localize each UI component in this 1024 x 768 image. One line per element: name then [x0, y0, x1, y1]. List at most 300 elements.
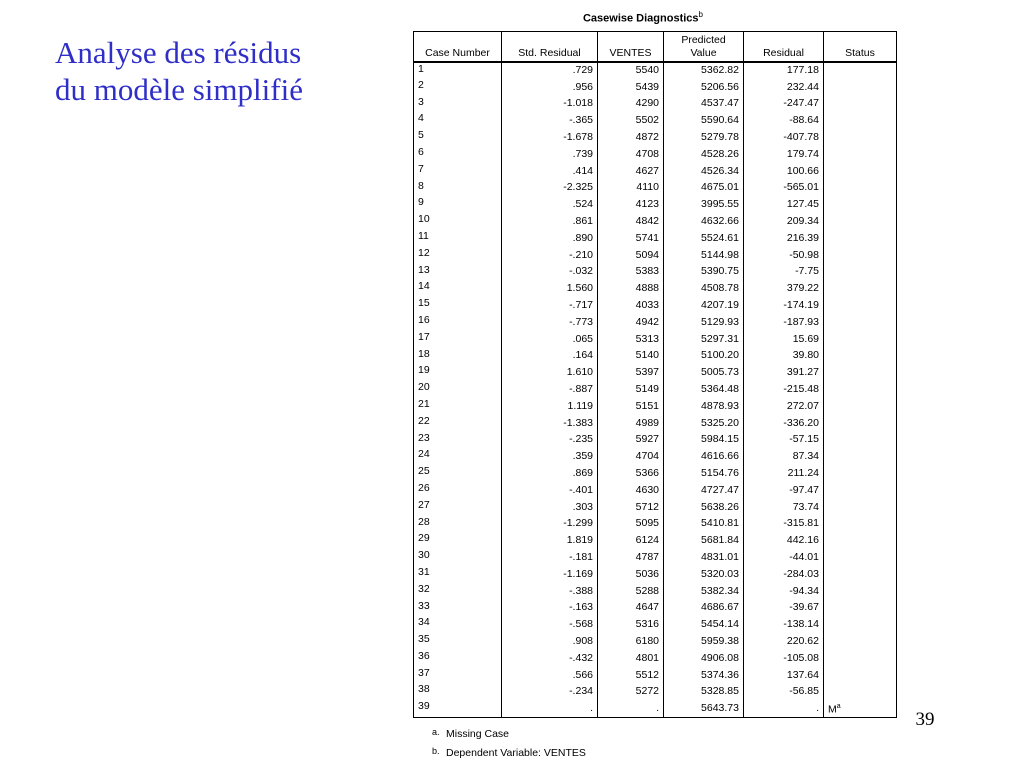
cell-case-number — [414, 264, 502, 281]
cell-predicted-value — [664, 667, 744, 684]
cell-status — [824, 364, 897, 381]
cell-status — [824, 465, 897, 482]
cell-ventes — [598, 213, 664, 230]
cell-case-number — [414, 700, 502, 717]
cell-predicted-value-value: 5297.31 — [701, 332, 739, 345]
cell-ventes — [598, 683, 664, 700]
cell-status — [824, 96, 897, 113]
cell-std-residual — [502, 415, 598, 432]
cell-residual-value: -94.34 — [789, 584, 819, 597]
cell-status-value: M — [828, 703, 837, 716]
cell-std-residual — [502, 348, 598, 365]
cell-std-residual-value: -1.678 — [563, 131, 593, 144]
cell-status — [824, 112, 897, 129]
cell-std-residual — [502, 264, 598, 281]
cell-residual — [744, 683, 824, 700]
cell-case-number-value: 29 — [418, 532, 430, 545]
cell-std-residual-value: -.568 — [569, 618, 593, 631]
cell-ventes — [598, 96, 664, 113]
cell-ventes-value: 4647 — [635, 601, 659, 614]
cell-predicted-value — [664, 650, 744, 667]
cell-std-residual-value: -.181 — [569, 551, 593, 563]
cell-std-residual-value: -1.018 — [563, 97, 593, 110]
table-caption-text: Casewise Diagnostics — [582, 12, 699, 25]
table-row — [414, 146, 897, 163]
cell-case-number-value: 16 — [418, 313, 430, 326]
cell-std-residual — [502, 247, 598, 264]
cell-case-number — [414, 247, 502, 264]
cell-std-residual — [502, 633, 598, 650]
cell-status — [824, 213, 897, 230]
cell-ventes-value: 5397 — [635, 366, 659, 379]
cell-residual — [744, 499, 824, 516]
header-status: Status — [824, 32, 897, 63]
cell-residual-value: -97.47 — [789, 483, 819, 496]
cell-std-residual-value: .414 — [572, 164, 593, 177]
cell-std-residual-value: -2.325 — [563, 181, 593, 194]
cell-case-number — [414, 62, 502, 79]
cell-std-residual — [502, 432, 598, 449]
table-row — [414, 314, 897, 331]
cell-ventes-value: 5540 — [635, 64, 659, 77]
cell-residual — [744, 549, 824, 566]
header-predicted-line-1: Predicted — [681, 34, 726, 46]
table-row — [414, 583, 897, 600]
cell-predicted-value — [664, 348, 744, 365]
cell-std-residual-value: .065 — [572, 332, 593, 345]
cell-residual — [744, 79, 824, 96]
cell-ventes — [598, 566, 664, 583]
table-row — [414, 566, 897, 583]
table-row — [414, 230, 897, 247]
cell-std-residual — [502, 62, 598, 79]
cell-predicted-value — [664, 448, 744, 465]
cell-predicted-value — [664, 146, 744, 163]
table-row — [414, 112, 897, 129]
cell-std-residual — [502, 96, 598, 113]
cell-residual-value: -44.01 — [789, 551, 819, 563]
cell-predicted-value-value: 4831.01 — [701, 551, 739, 563]
cell-ventes — [598, 62, 664, 79]
cell-ventes-value: 4630 — [635, 483, 659, 496]
cell-residual — [744, 616, 824, 633]
cell-status — [824, 280, 897, 297]
cell-residual-value: 391.27 — [786, 366, 819, 379]
cell-std-residual — [502, 465, 598, 482]
table-row — [414, 432, 897, 449]
cell-predicted-value-value: 5390.75 — [701, 265, 739, 278]
cell-predicted-value-value: 5144.98 — [701, 248, 739, 261]
cell-case-number-value: 19 — [418, 364, 430, 377]
table-row — [414, 96, 897, 113]
cell-predicted-value — [664, 96, 744, 113]
header-residual: Residual — [744, 32, 824, 63]
cell-predicted-value — [664, 331, 744, 348]
cell-case-number — [414, 448, 502, 465]
cell-status — [824, 348, 897, 365]
cell-case-number — [414, 364, 502, 381]
cell-residual — [744, 415, 824, 432]
cell-predicted-value-value: 5279.78 — [701, 131, 739, 144]
cell-residual — [744, 348, 824, 365]
cell-residual — [744, 96, 824, 113]
cell-std-residual-value: .739 — [572, 147, 593, 160]
cell-ventes-value: 4123 — [635, 198, 659, 211]
cell-std-residual-value: -.032 — [569, 265, 593, 278]
cell-case-number — [414, 549, 502, 566]
cell-ventes-value: 5927 — [635, 433, 659, 446]
cell-predicted-value-value: 4686.67 — [701, 601, 739, 614]
cell-std-residual — [502, 146, 598, 163]
cell-case-number — [414, 146, 502, 163]
cell-residual-value: -407.78 — [783, 131, 819, 144]
cell-case-number — [414, 516, 502, 533]
cell-ventes-value: 5439 — [635, 80, 659, 93]
cell-residual — [744, 364, 824, 381]
cell-case-number — [414, 633, 502, 650]
table-row — [414, 600, 897, 617]
footnote-a-mark: a. — [432, 727, 440, 737]
cell-status — [824, 297, 897, 314]
cell-ventes — [598, 280, 664, 297]
table-row — [414, 532, 897, 549]
cell-status — [824, 583, 897, 600]
cell-ventes-value: 4110 — [636, 181, 659, 194]
cell-residual-value: 73.74 — [792, 500, 819, 513]
cell-std-residual-value: .566 — [572, 668, 593, 681]
cell-status — [824, 146, 897, 163]
cell-residual-value: -50.98 — [789, 248, 819, 261]
cell-std-residual-value: .956 — [572, 80, 593, 93]
table-row — [414, 247, 897, 264]
cell-std-residual — [502, 331, 598, 348]
cell-predicted-value — [664, 700, 744, 717]
cell-std-residual-value: .303 — [572, 500, 593, 513]
cell-case-number — [414, 482, 502, 499]
cell-ventes-value: 5741 — [635, 231, 659, 244]
cell-predicted-value — [664, 264, 744, 281]
cell-ventes-value: 4942 — [635, 315, 659, 328]
cell-ventes — [598, 364, 664, 381]
cell-predicted-value-value: 5638.26 — [701, 500, 739, 513]
cell-ventes — [598, 348, 664, 365]
cell-residual-value: -284.03 — [783, 567, 819, 580]
cell-predicted-value — [664, 633, 744, 650]
cell-residual-value: -7.75 — [795, 265, 819, 278]
cell-residual-value: 87.34 — [792, 450, 819, 463]
cell-ventes — [598, 180, 664, 197]
header-case-number: Case Number — [414, 32, 502, 63]
cell-residual-value: 209.34 — [786, 215, 819, 228]
cell-case-number-value: 27 — [418, 498, 430, 511]
cell-status — [824, 549, 897, 566]
cell-std-residual-value: -.887 — [569, 383, 593, 396]
cell-status — [824, 616, 897, 633]
cell-residual-value: 216.39 — [786, 231, 819, 244]
cell-ventes-value: 5149 — [635, 383, 659, 396]
cell-ventes — [598, 482, 664, 499]
cell-case-number — [414, 314, 502, 331]
cell-std-residual-value: .729 — [572, 64, 593, 77]
cell-status — [824, 163, 897, 180]
cell-residual — [744, 280, 824, 297]
cell-ventes-value: 4801 — [635, 651, 659, 664]
cell-std-residual — [502, 616, 598, 633]
cell-residual-value: 15.69 — [792, 332, 819, 345]
cell-residual-value: -565.01 — [783, 181, 819, 194]
table-row — [414, 499, 897, 516]
cell-ventes — [598, 700, 664, 717]
cell-predicted-value — [664, 213, 744, 230]
cell-std-residual-value: -.234 — [569, 685, 593, 698]
cell-std-residual-value: .359 — [572, 450, 593, 463]
cell-std-residual-value: -1.299 — [563, 517, 593, 530]
cell-residual-value: 177.18 — [786, 64, 819, 77]
cell-std-residual — [502, 667, 598, 684]
cell-std-residual — [502, 448, 598, 465]
cell-ventes-value: 4842 — [635, 215, 659, 228]
table-row — [414, 616, 897, 633]
table-row — [414, 180, 897, 197]
cell-ventes — [598, 667, 664, 684]
cell-std-residual — [502, 700, 598, 717]
cell-std-residual — [502, 583, 598, 600]
header-std-residual: Std. Residual — [502, 32, 598, 63]
cell-status — [824, 600, 897, 617]
cell-predicted-value-value: 5984.15 — [701, 433, 739, 446]
cell-residual — [744, 700, 824, 717]
cell-case-number — [414, 112, 502, 129]
cell-status — [824, 62, 897, 79]
table-body — [414, 62, 897, 717]
cell-predicted-value — [664, 683, 744, 700]
cell-std-residual-value: .861 — [572, 215, 593, 228]
cell-predicted-value-value: 4906.08 — [701, 651, 739, 664]
cell-predicted-value-value: 5959.38 — [701, 634, 739, 647]
table-header-row — [414, 32, 897, 63]
cell-predicted-value-value: 5454.14 — [701, 618, 739, 631]
cell-case-number-value: 32 — [418, 582, 430, 595]
table-row — [414, 465, 897, 482]
cell-ventes — [598, 448, 664, 465]
header-predicted-line-2: Value — [690, 47, 717, 59]
cell-predicted-value — [664, 163, 744, 180]
cell-residual — [744, 297, 824, 314]
cell-residual — [744, 180, 824, 197]
table-row — [414, 62, 897, 79]
cell-ventes-value: 5512 — [635, 668, 659, 681]
cell-residual-value: -187.93 — [783, 315, 819, 328]
cell-residual-value: -174.19 — [783, 299, 819, 312]
cell-status — [824, 516, 897, 533]
cell-ventes-value: . — [656, 702, 659, 715]
cell-residual — [744, 331, 824, 348]
cell-residual — [744, 432, 824, 449]
cell-predicted-value — [664, 314, 744, 331]
cell-ventes-value: 5151 — [635, 399, 659, 412]
cell-std-residual — [502, 297, 598, 314]
cell-predicted-value — [664, 79, 744, 96]
cell-residual-value: 220.62 — [786, 634, 819, 647]
cell-predicted-value — [664, 297, 744, 314]
cell-case-number — [414, 213, 502, 230]
cell-status — [824, 196, 897, 213]
cell-residual — [744, 650, 824, 667]
cell-ventes-value: 4872 — [635, 131, 659, 144]
cell-std-residual — [502, 381, 598, 398]
cell-std-residual-value: -.388 — [569, 584, 593, 597]
cell-residual-value: -88.64 — [789, 114, 819, 127]
cell-predicted-value — [664, 516, 744, 533]
cell-residual-value: -336.20 — [783, 416, 819, 429]
cell-predicted-value-value: 4675.01 — [701, 181, 739, 194]
cell-case-number-value: 22 — [418, 414, 430, 427]
cell-predicted-value — [664, 532, 744, 549]
cell-case-number — [414, 297, 502, 314]
cell-predicted-value-value: 5643.73 — [701, 702, 739, 715]
cell-status — [824, 432, 897, 449]
cell-predicted-value — [664, 600, 744, 617]
cell-ventes — [598, 314, 664, 331]
cell-std-residual — [502, 549, 598, 566]
cell-residual-value: -315.81 — [783, 517, 819, 530]
cell-ventes-value: 5094 — [635, 248, 659, 261]
cell-status — [824, 129, 897, 146]
cell-std-residual-value: -.717 — [569, 299, 593, 312]
cell-residual-value: 232.44 — [786, 80, 819, 93]
cell-std-residual-value: 1.819 — [566, 534, 593, 547]
cell-std-residual — [502, 314, 598, 331]
cell-predicted-value-value: 3995.55 — [701, 198, 739, 211]
cell-residual-value: 39.80 — [792, 349, 819, 362]
cell-case-number-value: 12 — [418, 246, 430, 259]
cell-case-number-value: 17 — [418, 330, 430, 343]
table-row — [414, 398, 897, 415]
table-row — [414, 79, 897, 96]
cell-predicted-value-value: 5005.73 — [701, 366, 739, 379]
cell-case-number-value: 7 — [418, 162, 424, 175]
table-row — [414, 163, 897, 180]
cell-case-number-value: 39 — [418, 700, 430, 713]
cell-case-number-value: 25 — [418, 465, 430, 478]
cell-case-number-value: 38 — [418, 683, 430, 696]
cell-predicted-value-value: 5206.56 — [701, 80, 739, 93]
status-footnote-mark: a — [836, 703, 841, 711]
table-row — [414, 516, 897, 533]
cell-residual-value: 127.45 — [786, 198, 819, 211]
cell-predicted-value — [664, 230, 744, 247]
table-row — [414, 297, 897, 314]
cell-residual — [744, 482, 824, 499]
cell-case-number — [414, 667, 502, 684]
cell-std-residual — [502, 482, 598, 499]
cell-case-number — [414, 196, 502, 213]
cell-std-residual-value: 1.610 — [566, 366, 593, 379]
cell-std-residual — [502, 499, 598, 516]
cell-residual — [744, 448, 824, 465]
cell-case-number — [414, 600, 502, 617]
cell-predicted-value-value: 5362.82 — [701, 64, 739, 77]
cell-ventes-value: 4989 — [635, 416, 659, 429]
table-caption-footnote-mark: b — [698, 10, 703, 19]
cell-case-number-value: 36 — [418, 649, 430, 662]
cell-ventes — [598, 499, 664, 516]
cell-case-number — [414, 79, 502, 96]
cell-case-number-value: 20 — [418, 381, 430, 394]
cell-case-number-value: 9 — [418, 196, 424, 209]
cell-residual — [744, 129, 824, 146]
cell-case-number-value: 2 — [418, 78, 424, 91]
cell-residual — [744, 247, 824, 264]
cell-residual-value: -247.47 — [783, 97, 819, 110]
cell-residual-value: -56.85 — [789, 685, 819, 698]
cell-case-number — [414, 532, 502, 549]
footnote-b — [432, 745, 586, 764]
cell-residual — [744, 196, 824, 213]
cell-std-residual-value: -.235 — [569, 433, 593, 446]
cell-predicted-value-value: 4616.66 — [701, 450, 739, 463]
cell-std-residual — [502, 196, 598, 213]
cell-std-residual — [502, 112, 598, 129]
cell-ventes-value: 5036 — [635, 567, 659, 580]
cell-residual-value: 442.16 — [786, 534, 819, 547]
cell-case-number-value: 21 — [418, 397, 430, 410]
cell-residual-value: 137.64 — [786, 668, 819, 681]
table-row — [414, 129, 897, 146]
cell-std-residual-value: -.773 — [569, 315, 593, 328]
cell-ventes — [598, 230, 664, 247]
cell-ventes — [598, 331, 664, 348]
cell-case-number-value: 26 — [418, 481, 430, 494]
cell-predicted-value-value: 4528.26 — [701, 147, 739, 160]
cell-residual — [744, 600, 824, 617]
cell-case-number-value: 11 — [418, 229, 429, 242]
table-row — [414, 683, 897, 700]
cell-status — [824, 700, 897, 717]
cell-predicted-value-value: 4508.78 — [701, 282, 739, 295]
cell-std-residual — [502, 180, 598, 197]
cell-residual — [744, 62, 824, 79]
cell-ventes-value: 5502 — [635, 114, 659, 127]
cell-predicted-value — [664, 616, 744, 633]
cell-case-number-value: 4 — [418, 112, 424, 125]
cell-std-residual — [502, 79, 598, 96]
cell-predicted-value-value: 5325.20 — [701, 416, 739, 429]
cell-predicted-value-value: 5681.84 — [701, 534, 739, 547]
cell-case-number — [414, 129, 502, 146]
cell-case-number — [414, 616, 502, 633]
cell-std-residual-value: -.365 — [569, 114, 593, 127]
cell-std-residual — [502, 230, 598, 247]
cell-residual — [744, 465, 824, 482]
cell-case-number — [414, 566, 502, 583]
cell-ventes — [598, 616, 664, 633]
cell-std-residual — [502, 163, 598, 180]
cell-residual — [744, 516, 824, 533]
footnote-b-text: Dependent Variable: VENTES — [446, 747, 586, 759]
cell-status — [824, 381, 897, 398]
table-row — [414, 549, 897, 566]
cell-ventes-value: 5095 — [635, 517, 659, 530]
cell-residual — [744, 264, 824, 281]
cell-ventes — [598, 398, 664, 415]
cell-status — [824, 247, 897, 264]
cell-status — [824, 566, 897, 583]
cell-residual-value: 272.07 — [786, 399, 819, 412]
cell-predicted-value — [664, 62, 744, 79]
cell-ventes-value: 6124 — [635, 534, 659, 547]
cell-std-residual — [502, 600, 598, 617]
